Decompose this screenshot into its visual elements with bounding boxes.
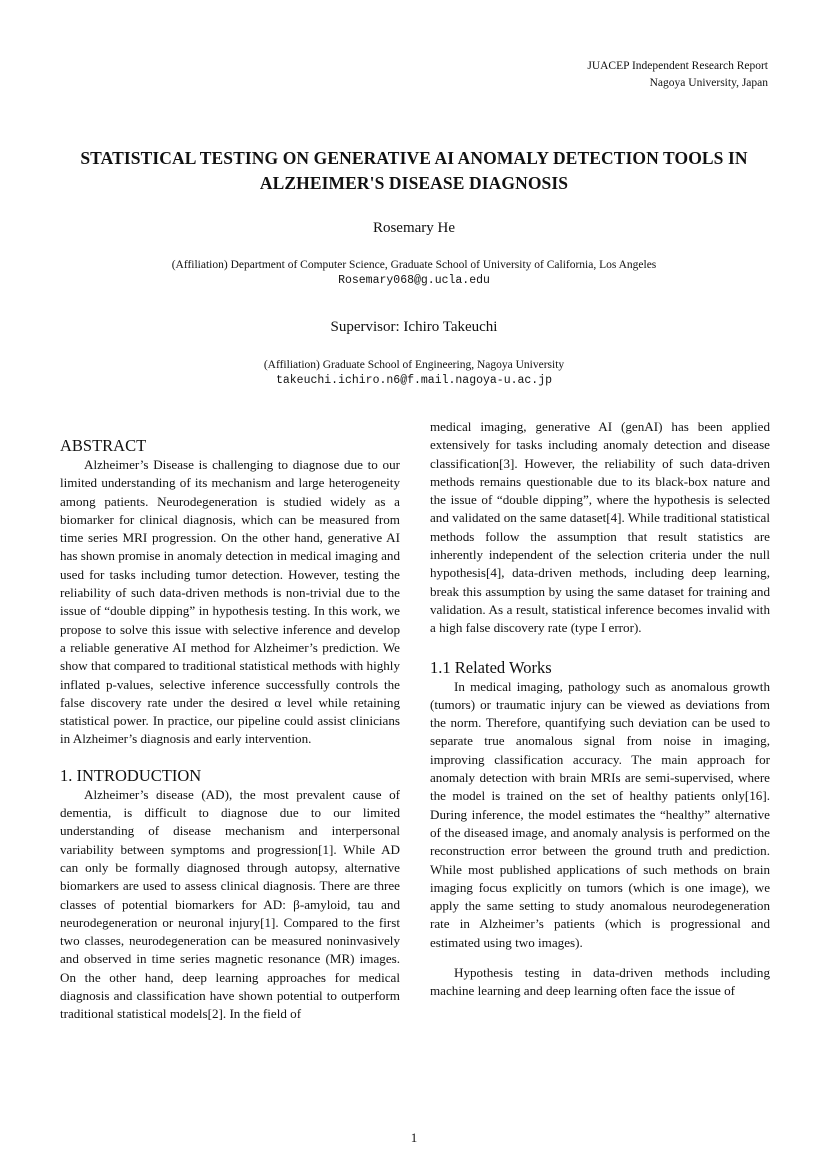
header-report-name: JUACEP Independent Research Report (587, 60, 768, 72)
supervisor-name: Supervisor: Ichiro Takeuchi (330, 319, 498, 335)
paper-title (40, 146, 788, 196)
title-line-2: ALZHEIMER'S DISEASE DIAGNOSIS (259, 173, 569, 193)
supervisor-email: takeuchi.ichiro.n6@f.mail.nagoya-u.ac.jp (275, 374, 553, 387)
introduction-heading: 1. INTRODUCTION (60, 765, 202, 785)
introduction-continuation: medical imaging, generative AI (genAI) has been applied extensively for tasks including anomaly detection and disease classification[3]. However, the reliability of such data-driven methods remains questionable due to its black-box nature and the issue of “double dipping”, where the hypothesis is selected and validated on the same dataset[4]. While traditional statistical methods follow the assumption that result statistics are inherently independent of the selection criteria under the null hypothesis[4], data-driven methods, including deep learning, break this assumption by using the same dataset for training and validation. As a result, statistical inference becomes invalid with a high false discovery rate (type I error). (430, 419, 770, 636)
header-institution: Nagoya University, Japan (649, 77, 768, 89)
introduction-text: Alzheimer’s disease (AD), the most prevalent cause of dementia, is difficult to diagnose due to our limited understanding of disease mechanism and interpersonal variability between symptoms and progression[1]. While AD can only be formally diagnosed through autopsy, alternative biomarkers are used to assess clinical diagnosis. There are three classes of potential biomarkers for AD: β-amyloid, tau and neurodegeneration or neuronal injury[1]. Compared to the first two classes, neurodegeneration can be measured noninvasively and observed in time series magnetic resonance (MR) images. On the other hand, deep learning approaches for medical diagnosis and classification have shown potential to outperform traditional statistical models[2]. In the field of (60, 786, 400, 1022)
related-works-paragraph-2: Hypothesis testing in data-driven methods including machine learning and deep learning often face the issue of (430, 965, 770, 999)
supervisor-affiliation-block (0, 358, 828, 388)
related-works-paragraph-1: In medical imaging, pathology such as anomalous growth (tumors) or traumatic injury can be viewed as deviations from the norm. Therefore, quantifying such deviation can be used to separate true anomalous signal from noise in imaging, improving classification accuracy. The main approach for anomaly detection with brain MRIs are semi-supervised, where the model is trained on the set of healthy patients only[16]. During inference, the model estimates the “healthy” alternative of the diseased image, and anomaly analysis is performed on the reconstruction error between the ground truth and prediction. While most published applications of such methods on brain imaging focus explicitly on tumors (which is one image), we apply the same setting to study anomalous neurodegeneration rate in Alzheimer’s patients (which is progressional and estimated using two images). (430, 678, 770, 950)
page-number: 1 (410, 1130, 418, 1145)
author-name: Rosemary He (372, 220, 456, 236)
author-email: Rosemary068@g.ucla.edu (338, 274, 490, 287)
running-header (587, 58, 768, 92)
related-works-heading: 1.1 Related Works (430, 657, 552, 677)
supervisor-affiliation: (Affiliation) Graduate School of Engineering, Nagoya University (263, 359, 565, 371)
title-line-1: STATISTICAL TESTING ON GENERATIVE AI ANOMALY DETECTION TOOLS IN (80, 148, 748, 168)
left-column (60, 418, 400, 1024)
author-affiliation: (Affiliation) Department of Computer Science, Graduate School of University of California, Los Angeles (171, 259, 657, 271)
abstract-text: Alzheimer’s Disease is challenging to diagnose due to our limited understanding of its mechanism and large heterogeneity among patients. Neurodegeneration is studied widely as a biomarker for clinical diagnosis, which can be measured from time series MRI progression. On the other hand, generative AI has shown promise in anomaly detection in medical imaging and used for tasks including tumor detection. However, testing the reliability of such data-driven methods is non-trivial due to the issue of “double dipping” in hypothesis testing. In this work, we propose to solve this issue with selective inference and develop a reliable generative AI method for Alzheimer’s prediction. We show that compared to traditional statistical methods with highly inflated p-values, selective inference successfully controls the false discovery rate under the desired α level while retaining statistical power. In practice, our pipeline could assist clinicians in Alzheimer’s diagnosis and early intervention. (60, 457, 400, 747)
abstract-heading: ABSTRACT (60, 436, 147, 455)
author-affiliation-block (0, 258, 828, 288)
right-column (430, 418, 770, 1001)
